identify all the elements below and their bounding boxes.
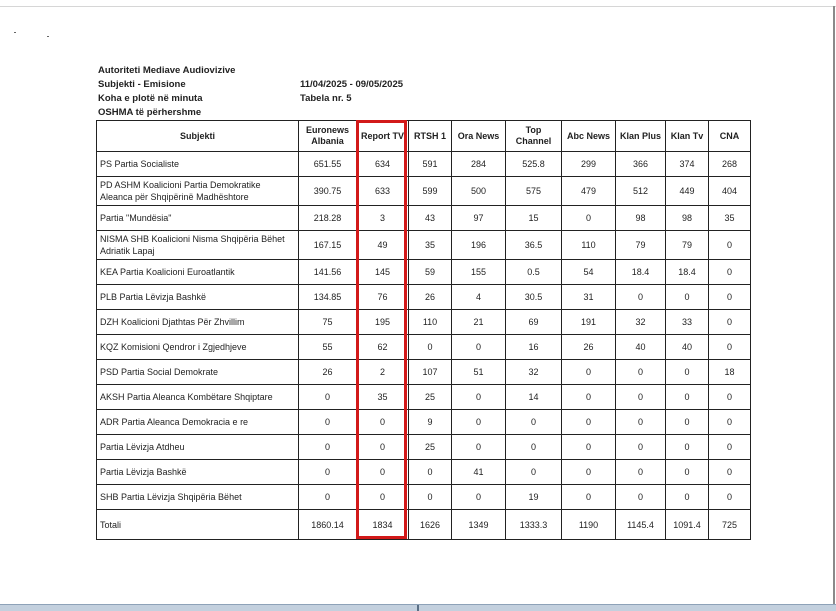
total-value-cell: 1333.3	[506, 510, 562, 540]
value-cell: 15	[506, 206, 562, 231]
value-cell: 97	[452, 206, 506, 231]
column-header: Subjekti	[97, 121, 299, 152]
document-header	[98, 64, 235, 120]
value-cell: 0	[562, 485, 616, 510]
value-cell: 79	[666, 231, 709, 260]
value-cell: 155	[452, 260, 506, 285]
value-cell: 32	[506, 360, 562, 385]
time-line: Koha e plotë në minuta	[98, 93, 203, 104]
value-cell: 0	[357, 410, 409, 435]
value-cell: 0	[452, 335, 506, 360]
table-row	[97, 385, 751, 410]
column-header: Top Channel	[506, 121, 562, 152]
value-cell: 98	[666, 206, 709, 231]
value-cell: 0	[709, 310, 751, 335]
monitor-line: OSHMA të përhershme	[98, 107, 202, 118]
value-cell: 18.4	[616, 260, 666, 285]
value-cell: 0	[299, 435, 357, 460]
table-row	[97, 485, 751, 510]
value-cell: 0	[562, 385, 616, 410]
value-cell: 0	[666, 485, 709, 510]
value-cell: 0	[709, 231, 751, 260]
value-cell: 0	[709, 285, 751, 310]
value-cell: 25	[409, 385, 452, 410]
value-cell: 0	[452, 410, 506, 435]
subject-cell: PLB Partia Lëvizja Bashkë	[97, 285, 299, 310]
value-cell: 0	[562, 435, 616, 460]
value-cell: 0	[562, 360, 616, 385]
total-label: Totali	[97, 510, 299, 540]
value-cell: 0	[409, 485, 452, 510]
value-cell: 0	[666, 435, 709, 460]
value-cell: 26	[299, 360, 357, 385]
table-row	[97, 310, 751, 335]
value-cell: 0	[616, 385, 666, 410]
value-cell: 62	[357, 335, 409, 360]
table-row	[97, 360, 751, 385]
value-cell: 0	[709, 435, 751, 460]
table-row	[97, 460, 751, 485]
subject-line: Subjekti - Emisione	[98, 79, 186, 90]
value-cell: 3	[357, 206, 409, 231]
value-cell: 110	[562, 231, 616, 260]
column-header: Euronews Albania	[299, 121, 357, 152]
table-row	[97, 335, 751, 360]
value-cell: 26	[562, 335, 616, 360]
value-cell: 25	[409, 435, 452, 460]
subject-cell: PSD Partia Social Demokrate	[97, 360, 299, 385]
subject-cell: ADR Partia Aleanca Demokracia e re	[97, 410, 299, 435]
value-cell: 575	[506, 177, 562, 206]
value-cell: 0	[299, 385, 357, 410]
subject-cell: SHB Partia Lëvizja Shqipëria Bëhet	[97, 485, 299, 510]
value-cell: 21	[452, 310, 506, 335]
total-value-cell: 1091.4	[666, 510, 709, 540]
value-cell: 2	[357, 360, 409, 385]
value-cell: 0	[666, 285, 709, 310]
value-cell: 196	[452, 231, 506, 260]
subject-cell: Partia "Mundësia"	[97, 206, 299, 231]
value-cell: 599	[409, 177, 452, 206]
value-cell: 651.55	[299, 152, 357, 177]
value-cell: 0	[452, 485, 506, 510]
value-cell: 41	[452, 460, 506, 485]
value-cell: 0	[709, 485, 751, 510]
value-cell: 19	[506, 485, 562, 510]
value-cell: 9	[409, 410, 452, 435]
value-cell: 0	[562, 206, 616, 231]
value-cell: 0	[616, 485, 666, 510]
value-cell: 0	[452, 385, 506, 410]
column-header: Abc News	[562, 121, 616, 152]
subject-cell: AKSH Partia Aleanca Kombëtare Shqiptare	[97, 385, 299, 410]
table-row	[97, 152, 751, 177]
total-value-cell: 1145.4	[616, 510, 666, 540]
value-cell: 633	[357, 177, 409, 206]
value-cell: 18	[709, 360, 751, 385]
airtime-table	[96, 120, 751, 540]
value-cell: 167.15	[299, 231, 357, 260]
value-cell: 40	[666, 335, 709, 360]
value-cell: 0	[666, 410, 709, 435]
value-cell: 0	[616, 460, 666, 485]
value-cell: 0	[709, 410, 751, 435]
value-cell: 40	[616, 335, 666, 360]
value-cell: 299	[562, 152, 616, 177]
total-value-cell: 1860.14	[299, 510, 357, 540]
column-header: Report TV	[357, 121, 409, 152]
total-row	[97, 510, 751, 540]
value-cell: 268	[709, 152, 751, 177]
value-cell: 0	[506, 460, 562, 485]
value-cell: 26	[409, 285, 452, 310]
value-cell: 35	[409, 231, 452, 260]
value-cell: 195	[357, 310, 409, 335]
value-cell: 4	[452, 285, 506, 310]
value-cell: 30.5	[506, 285, 562, 310]
value-cell: 0	[506, 410, 562, 435]
value-cell: 0.5	[506, 260, 562, 285]
value-cell: 98	[616, 206, 666, 231]
subject-cell: PD ASHM Koalicioni Partia Demokratike Aleanca për Shqipërinë Madhështore	[97, 177, 299, 206]
page-right-edge	[833, 6, 835, 604]
value-cell: 134.85	[299, 285, 357, 310]
value-cell: 449	[666, 177, 709, 206]
subject-cell: Partia Lëvizja Bashkë	[97, 460, 299, 485]
value-cell: 35	[357, 385, 409, 410]
value-cell: 0	[709, 335, 751, 360]
value-cell: 79	[616, 231, 666, 260]
column-header: CNA	[709, 121, 751, 152]
value-cell: 18.4	[666, 260, 709, 285]
value-cell: 33	[666, 310, 709, 335]
value-cell: 0	[357, 485, 409, 510]
authority-name: Autoriteti Mediave Audiovizive	[98, 65, 236, 76]
value-cell: 366	[616, 152, 666, 177]
value-cell: 32	[616, 310, 666, 335]
value-cell: 0	[299, 410, 357, 435]
total-value-cell: 725	[709, 510, 751, 540]
subject-cell: DZH Koalicioni Djathtas Për Zhvillim	[97, 310, 299, 335]
table-row	[97, 206, 751, 231]
value-cell: 390.75	[299, 177, 357, 206]
value-cell: 0	[666, 385, 709, 410]
value-cell: 0	[409, 335, 452, 360]
value-cell: 14	[506, 385, 562, 410]
value-cell: 404	[709, 177, 751, 206]
value-cell: 0	[506, 435, 562, 460]
value-cell: 218.28	[299, 206, 357, 231]
value-cell: 0	[709, 260, 751, 285]
value-cell: 141.56	[299, 260, 357, 285]
value-cell: 16	[506, 335, 562, 360]
total-value-cell: 1190	[562, 510, 616, 540]
value-cell: 0	[299, 485, 357, 510]
value-cell: 634	[357, 152, 409, 177]
table-row	[97, 410, 751, 435]
value-cell: 110	[409, 310, 452, 335]
value-cell: 0	[409, 460, 452, 485]
total-value-cell: 1834	[357, 510, 409, 540]
table-row	[97, 231, 751, 260]
table-number: Tabela nr. 5	[300, 93, 352, 104]
table-row	[97, 260, 751, 285]
value-cell: 591	[409, 152, 452, 177]
total-value-cell: 1349	[452, 510, 506, 540]
value-cell: 0	[299, 460, 357, 485]
value-cell: 374	[666, 152, 709, 177]
subject-cell: KQZ Komisioni Qendror i Zgjedhjeve	[97, 335, 299, 360]
scan-speck	[14, 32, 16, 33]
value-cell: 0	[562, 410, 616, 435]
report-period: 11/04/2025 - 09/05/2025	[300, 79, 404, 90]
column-header: RTSH 1	[409, 121, 452, 152]
value-cell: 59	[409, 260, 452, 285]
scan-speck	[47, 36, 49, 37]
value-cell: 0	[666, 460, 709, 485]
document-header-right	[300, 78, 403, 106]
value-cell: 0	[709, 460, 751, 485]
value-cell: 0	[357, 435, 409, 460]
column-header: Ora News	[452, 121, 506, 152]
column-header: Klan Plus	[616, 121, 666, 152]
window-bottom-tick	[417, 605, 419, 611]
value-cell: 500	[452, 177, 506, 206]
value-cell: 75	[299, 310, 357, 335]
value-cell: 36.5	[506, 231, 562, 260]
value-cell: 0	[666, 360, 709, 385]
subject-cell: KEA Partia Koalicioni Euroatlantik	[97, 260, 299, 285]
value-cell: 284	[452, 152, 506, 177]
subject-cell: NISMA SHB Koalicioni Nisma Shqipëria Bëhet Adriatik Lapaj	[97, 231, 299, 260]
value-cell: 69	[506, 310, 562, 335]
subject-cell: Partia Lëvizja Atdheu	[97, 435, 299, 460]
value-cell: 0	[616, 360, 666, 385]
table-row	[97, 435, 751, 460]
value-cell: 0	[452, 435, 506, 460]
value-cell: 31	[562, 285, 616, 310]
value-cell: 0	[616, 410, 666, 435]
value-cell: 51	[452, 360, 506, 385]
value-cell: 145	[357, 260, 409, 285]
value-cell: 54	[562, 260, 616, 285]
value-cell: 512	[616, 177, 666, 206]
value-cell: 525.8	[506, 152, 562, 177]
table-row	[97, 285, 751, 310]
subject-cell: PS Partia Socialiste	[97, 152, 299, 177]
page-top-edge	[0, 6, 836, 7]
value-cell: 0	[562, 460, 616, 485]
value-cell: 55	[299, 335, 357, 360]
total-value-cell: 1626	[409, 510, 452, 540]
table-body	[97, 152, 751, 540]
value-cell: 107	[409, 360, 452, 385]
table-row	[97, 177, 751, 206]
value-cell: 479	[562, 177, 616, 206]
table-header-row	[97, 121, 751, 152]
value-cell: 0	[616, 435, 666, 460]
column-header: Klan Tv	[666, 121, 709, 152]
value-cell: 49	[357, 231, 409, 260]
value-cell: 0	[709, 385, 751, 410]
value-cell: 76	[357, 285, 409, 310]
value-cell: 191	[562, 310, 616, 335]
value-cell: 43	[409, 206, 452, 231]
value-cell: 0	[616, 285, 666, 310]
value-cell: 0	[357, 460, 409, 485]
value-cell: 35	[709, 206, 751, 231]
